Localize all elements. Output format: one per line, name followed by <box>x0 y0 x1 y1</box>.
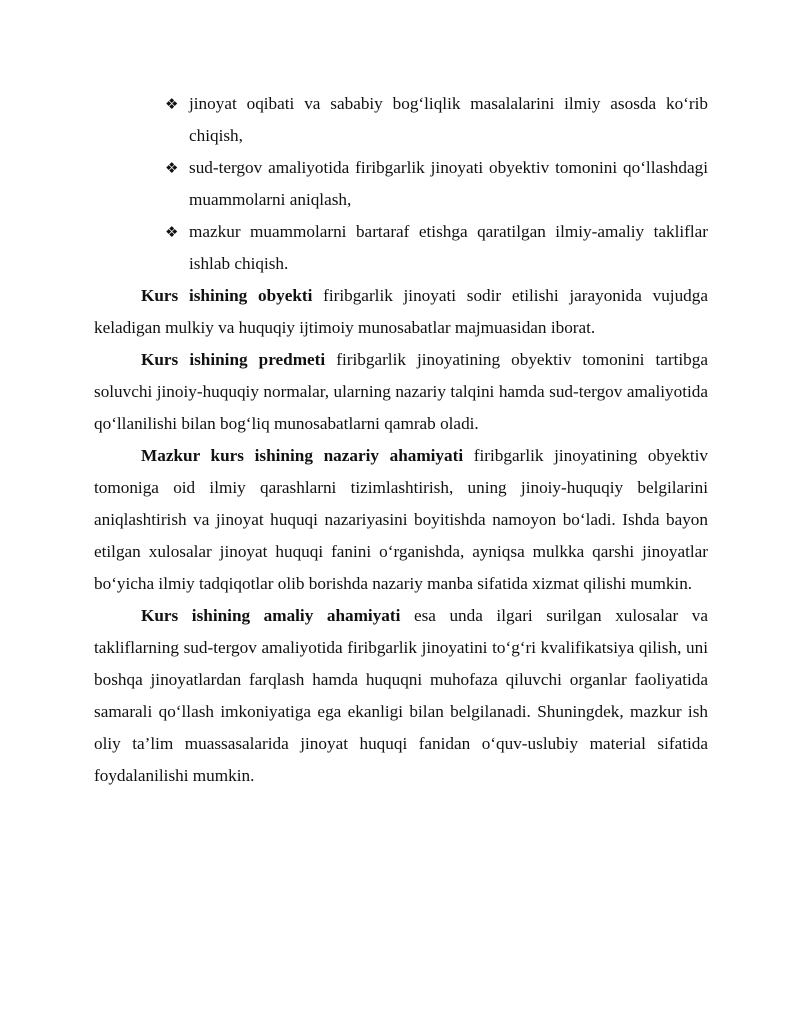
diamond-bullet-icon: ❖ <box>165 159 179 177</box>
list-item-text: sud-tergov amaliyotida firibgarlik jinoyati obyektiv tomonini qo‘llashdagi muammolarni aniqlash, <box>189 158 708 209</box>
paragraph-text: firibgarlik jinoyati sodir etilishi jarayonida vujudga keladigan mulkiy va huquqiy ijtimoiy munosabatlar majmuasidan iborat. <box>94 286 708 337</box>
practical-significance-paragraph <box>94 600 708 792</box>
paragraph-text: esa unda ilgari surilgan xulosalar va takliflarning sud-tergov amaliyotida firibgarlik jinoyatini to‘g‘ri kvalifikatsiya qilish, uni boshqa jinoyatlardan farqlash hamda huquqni muhofaza qiluvchi organlar faoliyatida samarali qo‘llash imkoniyatiga ega ekanligi bilan belgilanadi. Shuningdek, mazkur ish oliy ta’lim muassasalarida jinoyat huquqi fanidan o‘quv-uslubiy material sifatida foydalanilishi mumkin. <box>94 606 708 785</box>
objectives-list <box>94 88 708 280</box>
object-paragraph <box>94 280 708 344</box>
diamond-bullet-icon: ❖ <box>165 223 179 241</box>
paragraph-lead: Kurs ishining obyekti <box>141 286 313 305</box>
paragraph-lead: Mazkur kurs ishining nazariy ahamiyati <box>141 446 464 465</box>
subject-paragraph <box>94 344 708 440</box>
paragraph-lead: Kurs ishining predmeti <box>141 350 326 369</box>
list-item <box>165 216 708 280</box>
paragraph-text: firibgarlik jinoyatining obyektiv tomoniga oid ilmiy qarashlarni tizimlashtirish, uning jinoiy-huquqiy belgilarini aniqlashtirish va jinoyat huquqi nazariyasini boyitishda namoyon bo‘ladi. Ishda bayon etilgan xulosalar jinoyat huquqi fanini o‘rganishda, ayniqsa mulkka qarshi jinoyatlar bo‘yicha ilmiy tadqiqotlar olib borishda nazariy manba sifatida xizmat qilishi mumkin. <box>94 446 708 593</box>
theoretical-significance-paragraph <box>94 440 708 600</box>
list-item-text: jinoyat oqibati va sababiy bog‘liqlik masalalarini ilmiy asosda ko‘rib chiqish, <box>189 94 708 145</box>
list-item-text: mazkur muammolarni bartaraf etishga qaratilgan ilmiy-amaliy takliflar ishlab chiqish. <box>189 222 708 273</box>
paragraph-text: firibgarlik jinoyatining obyektiv tomonini tartibga soluvchi jinoiy-huquqiy normalar, ularning nazariy talqini hamda sud-tergov amaliyotida qo‘llanilishi bilan bog‘liq munosabatlarni qamrab oladi. <box>94 350 708 433</box>
paragraph-lead: Kurs ishining amaliy ahamiyati <box>141 606 401 625</box>
list-item <box>165 152 708 216</box>
document-page <box>94 88 708 792</box>
list-item <box>165 88 708 152</box>
diamond-bullet-icon: ❖ <box>165 95 179 113</box>
